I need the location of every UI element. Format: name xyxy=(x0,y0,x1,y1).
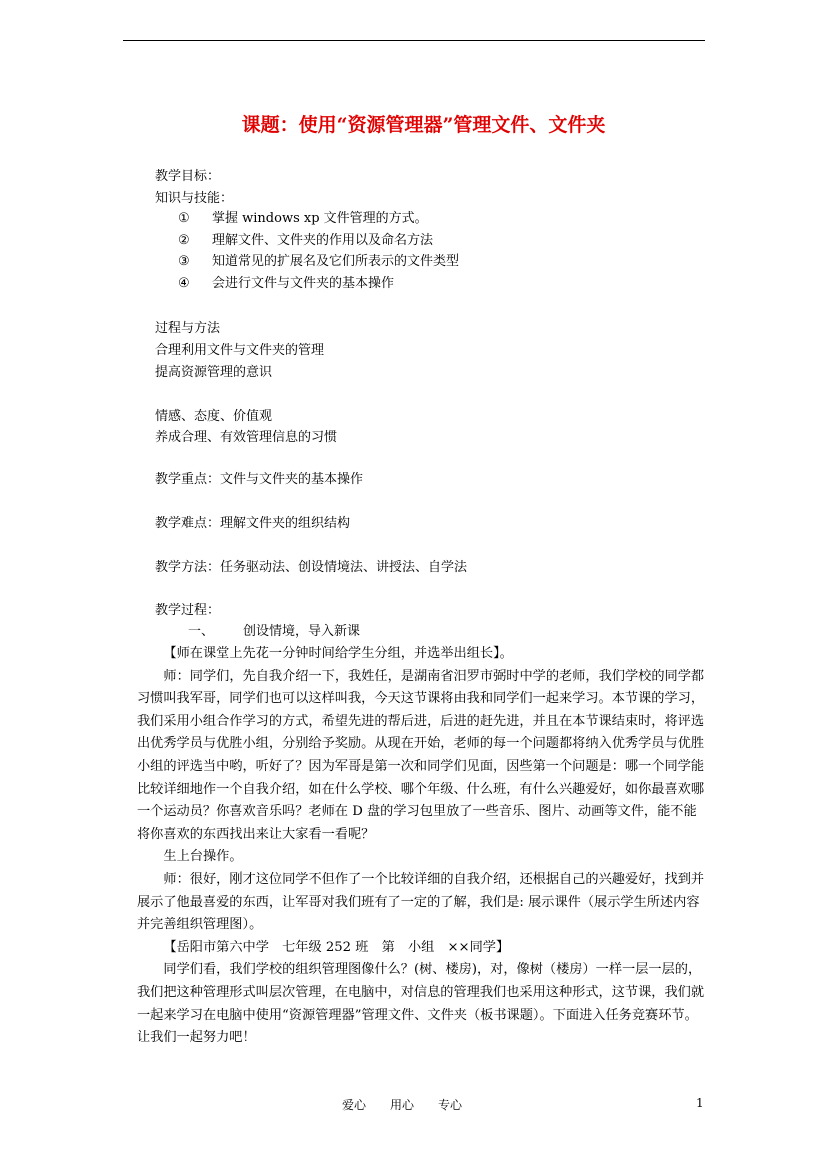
objective-number: ④ xyxy=(178,276,190,291)
section-title: 创设情境，导入新课 xyxy=(243,624,361,639)
paragraph: 【岳阳市第六中学 七年级 252 班 第 小组 ××同学】 xyxy=(163,939,510,955)
objective-text: 理解文件、文件夹的作用以及命名方法 xyxy=(212,233,434,248)
emotion-heading: 情感、态度、价值观 xyxy=(155,409,273,424)
lesson-title: 课题：使用“资源管理器”管理文件、文件夹 xyxy=(241,114,606,136)
objective-number: ② xyxy=(178,233,190,248)
paragraph: 同学们看，我们学校的组织管理图像什么？(树、楼房)，对，像树（楼房）一样一层一层的，我们把这种管理形式叫层次管理，在电脑中，对信息的管理我们也采用这种形式，这节课，我们就一起来学习在电脑中使用“资源管理器”管理文件、文件夹（板书课题）。下面进入任务竞赛环节。让我们一起努力吧！ xyxy=(137,962,705,1046)
section-number: 一、 xyxy=(188,624,215,639)
footer-motto: 爱心 用心 专心 xyxy=(342,1098,463,1112)
paragraph: 师：很好，刚才这位同学不但作了一个比较详细的自我介绍，还根据自己的兴趣爱好，找到并展示了他最喜爱的东西，让军哥对我们班有了一定的了解，我们是: 展示课件（展示学生所述内容并完善组织管理图）。 xyxy=(137,871,705,933)
procedure-heading: 教学过程： xyxy=(155,603,221,618)
difficulty: 教学难点：理解文件夹的组织结构 xyxy=(155,516,351,531)
paragraph: 生上台操作。 xyxy=(163,849,243,865)
process-line: 提高资源管理的意识 xyxy=(155,365,273,380)
paragraph: 师：同学们，先自我介绍一下，我姓任，是湖南省汨罗市弼时中学的老师，我们学校的同学都习惯叫我军哥，同学们也可以这样叫我，今天这节课将由我和同学们一起来学习。本节课的学习，我们采用小组合作学习的方式，希望先进的帮后进，后进的赶先进，并且在本节课结束时，将评选出优秀学员与优胜小组，分别给予奖励。从现在开始，老师的每一个问题都将纳入优秀学员与优胜小组的评选当中哟，听好了？因为军哥是第一次和同学们见面，因些第一个问题是：哪一个同学能比较详细地作一个自我介绍，如在什么学校、哪个年级、什么班，有什么兴趣爱好，如你最喜欢哪一个运动员？你喜欢音乐吗？老师在 D 盘的学习包里放了一些音乐、图片、动画等文件，能不能将你喜欢的东西找出来让大家看一看呢？ xyxy=(137,668,705,842)
objectives-heading: 教学目标： xyxy=(155,169,221,184)
objective-text: 掌握 windows xp 文件管理的方式。 xyxy=(212,211,428,226)
page-number: 1 xyxy=(696,1096,704,1110)
process-heading: 过程与方法 xyxy=(155,321,221,336)
objective-number: ③ xyxy=(178,254,190,269)
emotion-line: 养成合理、有效管理信息的习惯 xyxy=(155,430,338,445)
objective-number: ① xyxy=(178,211,190,226)
header-rule xyxy=(123,40,705,41)
process-line: 合理利用文件与文件夹的管理 xyxy=(155,343,325,358)
objective-text: 知道常见的扩展名及它们所表示的文件类型 xyxy=(212,254,460,269)
objective-text: 会进行文件与文件夹的基本操作 xyxy=(212,276,395,291)
lesson-body xyxy=(137,643,705,1050)
key-point: 教学重点：文件与文件夹的基本操作 xyxy=(155,472,364,487)
teaching-methods: 教学方法：任务驱动法、创设情境法、讲授法、自学法 xyxy=(155,560,468,575)
paragraph: 【师在课堂上先花一分钟时间给学生分组，并选举出组长】。 xyxy=(163,646,513,661)
knowledge-heading: 知识与技能： xyxy=(155,191,234,206)
